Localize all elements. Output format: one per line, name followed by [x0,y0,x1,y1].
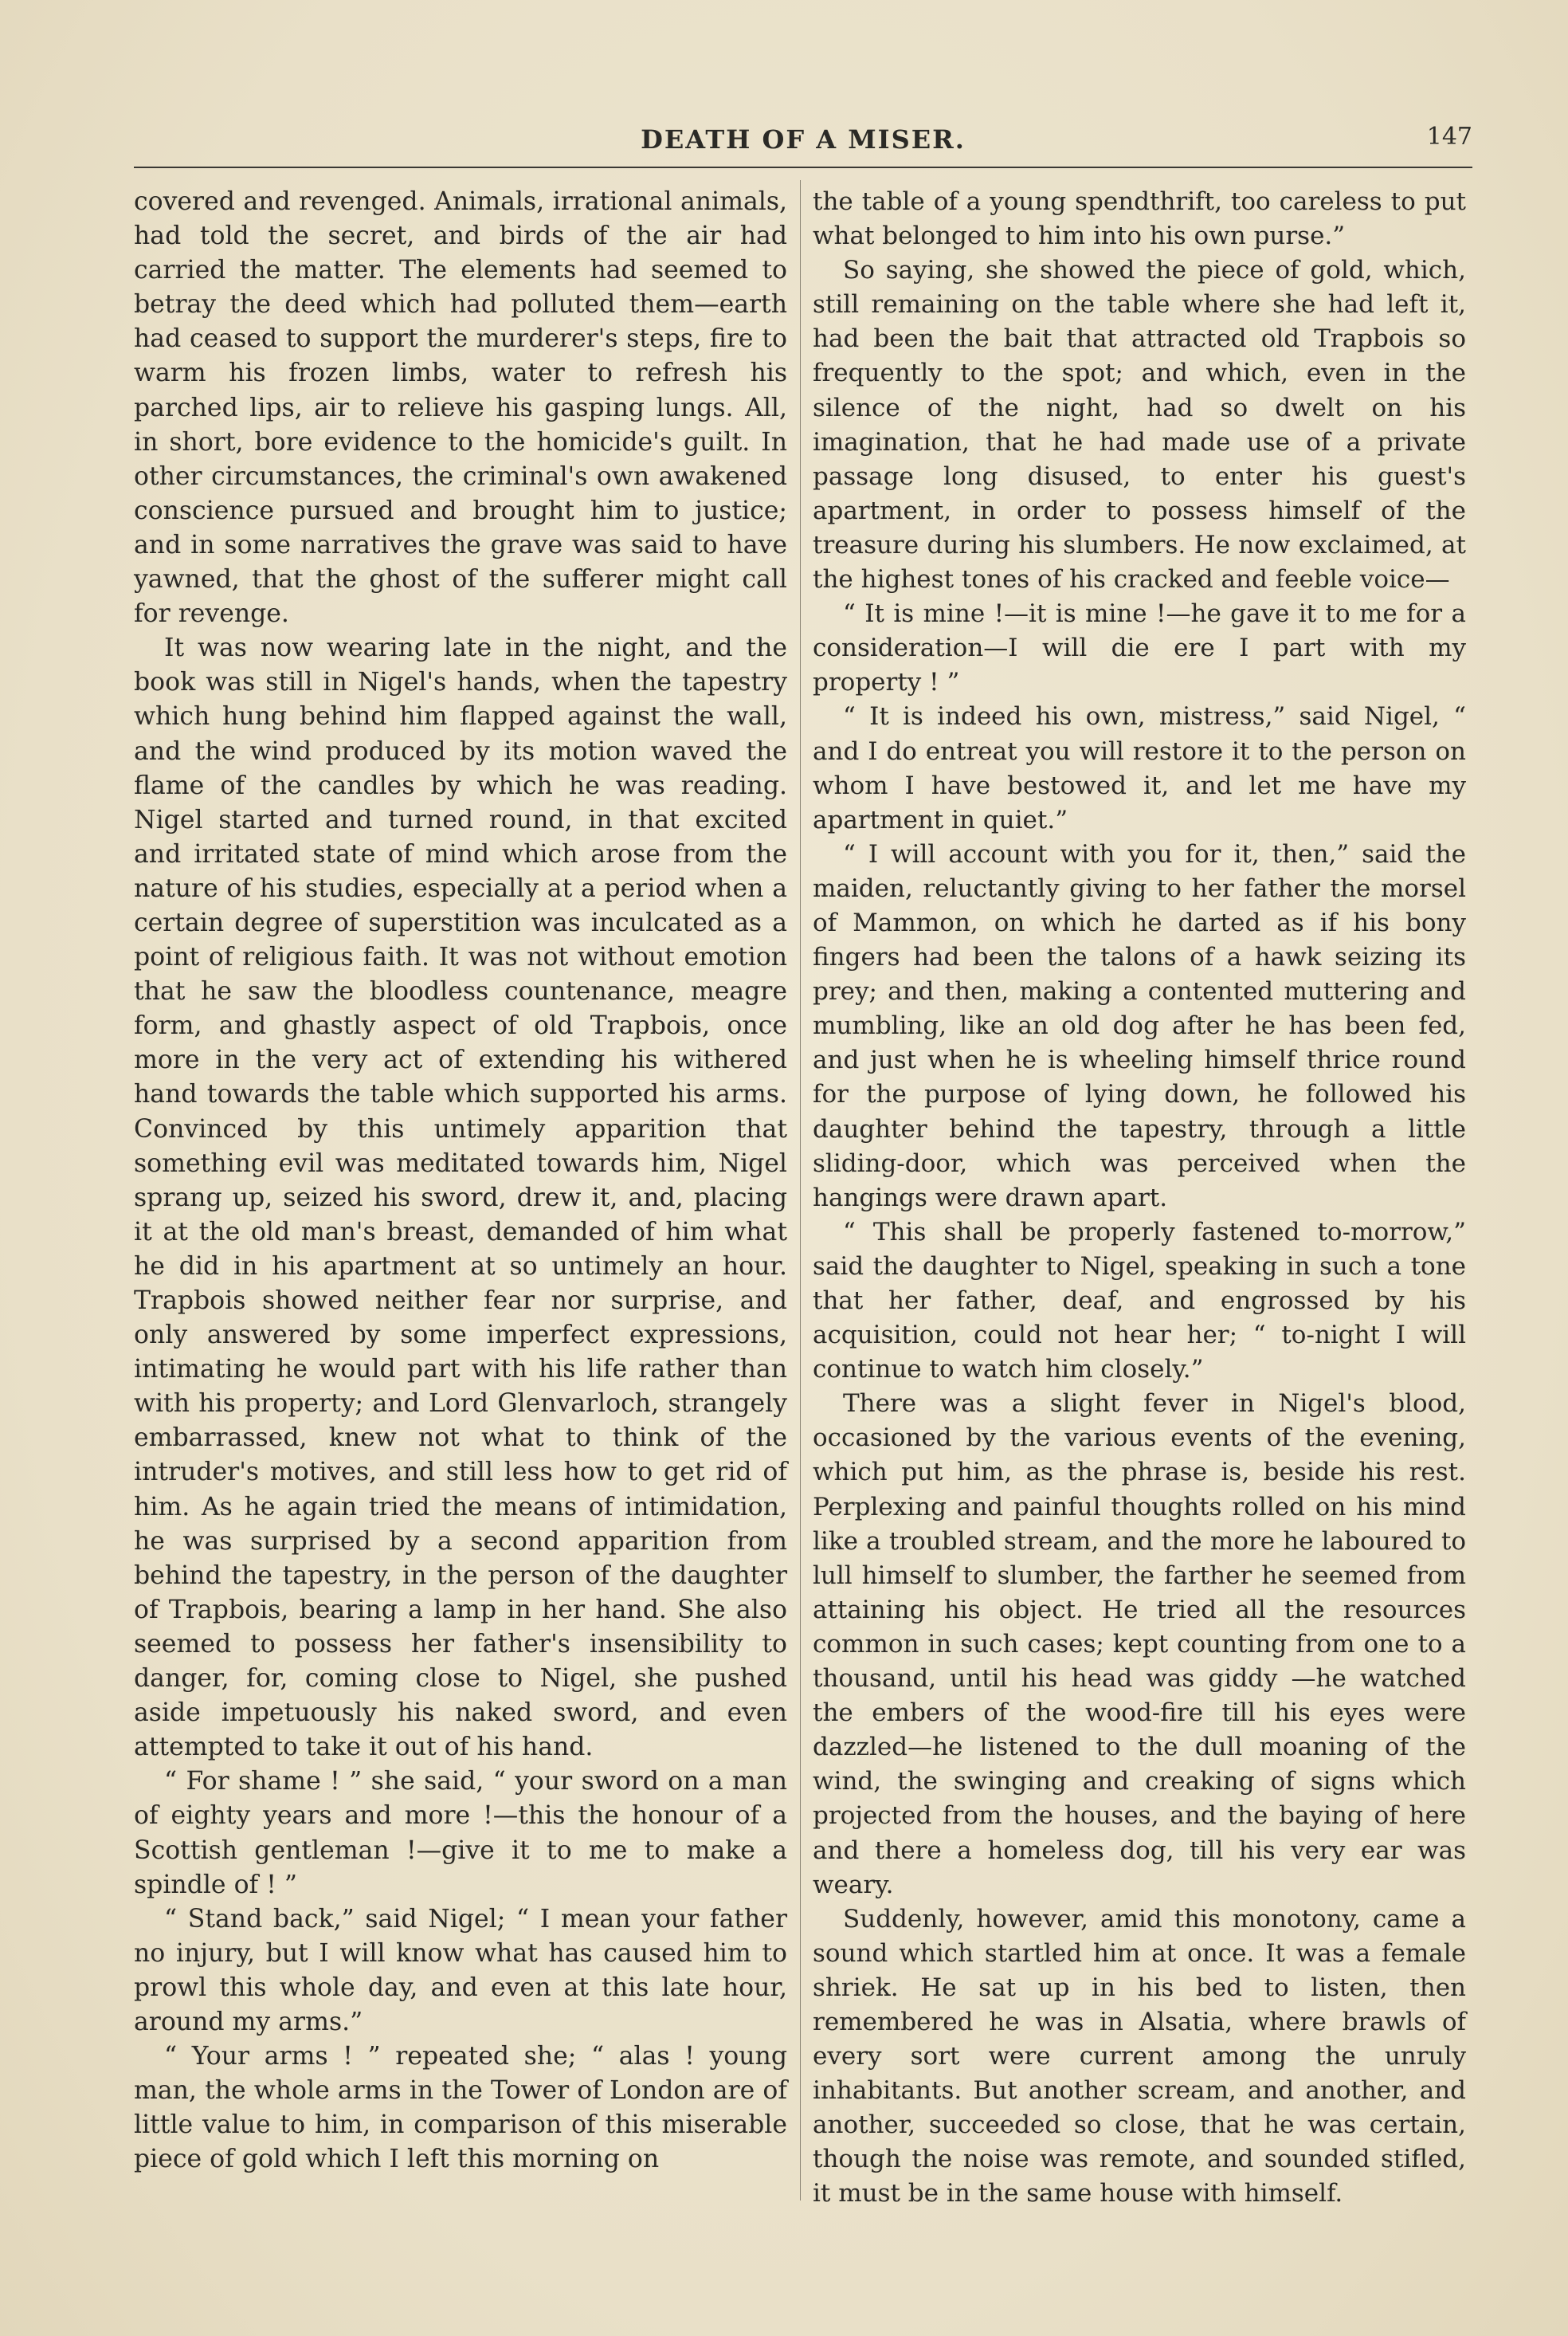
header-rule [134,167,1472,168]
paragraph: So saying, she showed the piece of gold, which, still remaining on the table where she had left it, had been the bait that attracted old Trapbois so frequently to the spot; and which, even in the silence of the night, had so dwelt on his imagination, that he had made use of a private passage long disused, to enter his guest's apartment, in order to possess himself of the treasure during his slumbers. He now exclaimed, at the highest tones of his cracked and feeble voice— [813,256,1466,595]
paragraph: “ Your arms ! ” repeated she; “ alas ! young man, the whole arms in the Tower of London are of little value to him, in comparison of this miserable piece of gold which I left this morning on [134,2042,787,2174]
page-header [134,120,1472,167]
paragraph: “ I will account with you for it, then,” said the maiden, reluctantly giving to her father the morsel of Mammon, on which he darted as if his bony fingers had been the talons of a hawk seizing its prey; and then, making a contented muttering and mumbling, like an old dog after he has been fed, and just when he is wheeling himself thrice round for the purpose of lying down, he followed his daughter behind the tapestry, through a little sliding-door, which was perceived when the hangings were drawn apart. [813,839,1466,1212]
paragraph: Suddenly, however, amid this monotony, came a sound which startled him at once. It was a female shriek. He sat up in his bed to listen, then remembered he was in Alsatia, where brawls of every sort were current among the unruly inhabitants. But another scream, and another, and another, succeeded so close, that he was certain, though the noise was remote, and sounded stifled, it must be in the same house with himself. [813,1904,1466,2208]
paragraph: covered and revenged. Animals, irrational animals, had told the secret, and birds of the air had carried the matter. The elements had seemed to betray the deed which had polluted them—earth had ceased to support the murderer's steps, fire to warm his frozen limbs, water to refresh his parched lips, air to relieve his gasping lungs. All, in short, bore evidence to the homicide's guilt. In other circumstances, the criminal's own awakened conscience pursued and brought him to justice; and in some narratives the grave was said to have yawned, that the ghost of the sufferer might call for revenge. [134,187,787,629]
paragraph: “ This shall be properly fastened to-morrow,” said the daughter to Nigel, speaking in such a tone that her father, deaf, and engrossed by his acquisition, could not hear her; “ to-night I will continue to watch him closely.” [813,1217,1466,1384]
paragraph: “ Stand back,” said Nigel; “ I mean your father no injury, but I will know what has caused him to prowl this whole day, and even at this late hour, around my arms.” [134,1904,787,2036]
right-column [813,185,1466,2212]
left-column [134,185,787,2177]
paragraph: There was a slight fever in Nigel's blood, occasioned by the various events of the evening, which put him, as the phrase is, beside his rest. Perplexing and painful thoughts rolled on his mind like a troubled stream, and the more he laboured to lull himself to slumber, the farther he seemed from attaining his object. He tried all the resources common in such cases; kept counting from one to a thousand, until his head was giddy —he watched the embers of the wood-fire till his eyes were dazzled—he listened to the dull moaning of the wind, the swinging and creaking of signs which projected from the houses, and the baying of here and there a homeless dog, till his very ear was weary. [813,1389,1466,1899]
paragraph: the table of a young spendthrift, too careless to put what belonged to him into his own purse.” [813,187,1466,251]
paragraph: “ It is indeed his own, mistress,” said Nigel, “ and I do entreat you will restore it to the person on whom I have bestowed it, and let me have my apartment in quiet.” [813,702,1466,834]
paragraph: It was now wearing late in the night, and the book was still in Nigel's hands, when the tapestry which hung behind him flapped against the wall, and the wind produced by its motion waved the flame of the candles by which he was reading. Nigel started and turned round, in that excited and irritated state of mind which arose from the nature of his studies, especially at a period when a certain degree of superstition was inculcated as a point of religious faith. It was not without emotion that he saw the bloodless countenance, meagre form, and ghastly aspect of old Trapbois, once more in the very act of extending his withered hand towards the table which supported his arms. Convinced by this untimely apparition that something evil was meditated towards him, Nigel sprang up, seized his sword, drew it, and, placing it at the old man's breast, demanded of him what he did in his apartment at so untimely an hour. Trapbois showed neither fear nor surprise, and only answered by some imperfect expressions, intimating he would part with his life rather than with his property; and Lord Glenvarloch, strangely embarrassed, knew not what to think of the intruder's motives, and still less how to get rid of him. As he again tried the means of intimidation, he was surprised by a second apparition from behind the tapestry, in the person of the daughter of Trapbois, bearing a lamp in her hand. She also seemed to possess her father's insensibility to danger, for, coming close to Nigel, she pushed aside impetuously his naked sword, and even attempted to take it out of his hand. [134,634,787,1762]
page-number: 147 [1426,123,1472,151]
paragraph: “ For shame ! ” she said, “ your sword on a man of eighty years and more !—this the honour of a Scottish gentleman !—give it to me to make a spindle of ! ” [134,1767,787,1899]
column-divider [800,180,801,2201]
paragraph: “ It is mine !—it is mine !—he gave it to me for a consideration—I will die ere I part with my property ! ” [813,599,1466,697]
running-title: DEATH OF A MISER. [641,124,966,155]
